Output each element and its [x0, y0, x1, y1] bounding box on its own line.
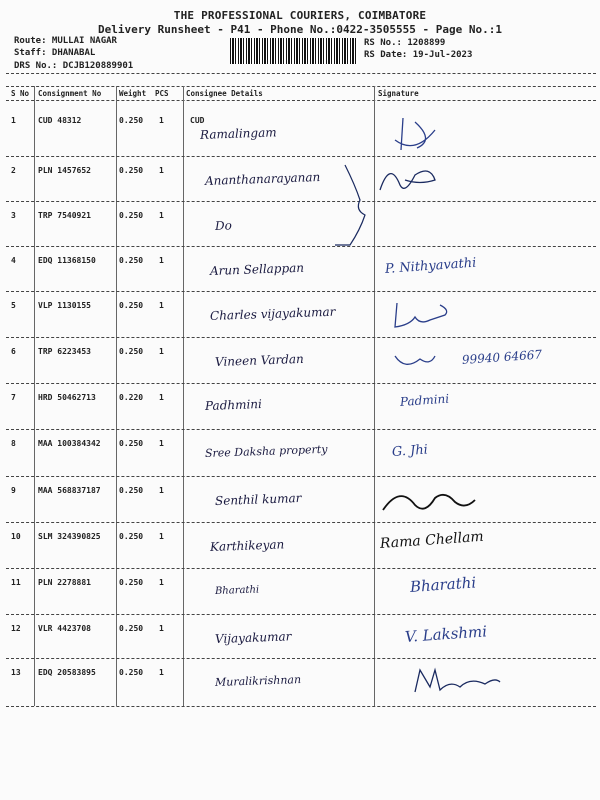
row-consignment: PLN 2278881: [38, 578, 91, 587]
row-pcs: 1: [159, 256, 164, 265]
consignee-name: Bharathi: [214, 584, 260, 597]
row-separator: [6, 614, 596, 615]
table-row: [0, 526, 600, 566]
table-row: [0, 205, 600, 245]
row-sno: 12: [11, 624, 21, 633]
row-consignment: PLN 1457652: [38, 166, 91, 175]
row-separator: [6, 156, 596, 157]
row-consignment: HRD 50462713: [38, 393, 96, 402]
consignee-name: Padhmini: [204, 397, 263, 413]
row-pcs: 1: [159, 301, 164, 310]
row-sno: 8: [11, 439, 16, 448]
separator: [6, 73, 596, 74]
row-weight: 0.250: [119, 301, 144, 310]
row-consignment: TRP 7540921: [38, 211, 91, 220]
consignee-name: Ananthanarayanan: [204, 169, 321, 188]
row-pcs: 1: [159, 166, 164, 175]
table-row: [0, 250, 600, 290]
row-pcs: 1: [159, 211, 164, 220]
row-pcs: 1: [159, 486, 164, 495]
consignee-name: Ramalingam: [199, 125, 277, 142]
header-weight: Weight: [119, 89, 147, 98]
staff-label: Staff: DHANABAL: [14, 48, 96, 58]
row-sno: 13: [11, 668, 21, 677]
row-sno: 9: [11, 486, 16, 495]
header-signature: Signature: [378, 89, 419, 98]
row-consignment: MAA 568837187: [38, 486, 101, 495]
row-sno: 6: [11, 347, 16, 356]
header-sno: S No: [11, 89, 30, 98]
recipient-signature: P. Nithyavathi: [384, 255, 477, 277]
consignee-name: Vijayakumar: [214, 629, 292, 646]
header-consignment: Consignment No: [38, 89, 102, 98]
consignee-name: Senthil kumar: [214, 490, 302, 508]
barcode: [230, 38, 358, 64]
row-consignment: EDQ 20583895: [38, 668, 96, 677]
recipient-signature: Padmini: [399, 391, 450, 409]
row-weight: 0.250: [119, 486, 144, 495]
row-separator: [6, 337, 596, 338]
row-separator: [6, 658, 596, 659]
row-separator: [6, 383, 596, 384]
row-separator: [6, 476, 596, 477]
row-sno: 10: [11, 532, 21, 541]
table-row: [0, 387, 600, 427]
header-consignee: Consignee Details: [186, 89, 263, 98]
row-weight: 0.220: [119, 393, 144, 402]
drs-number: DRS No.: DCJB120889901: [14, 61, 134, 71]
bracket-mark: [330, 160, 380, 250]
row-consignment: TRP 6223453: [38, 347, 91, 356]
row-separator: [6, 568, 596, 569]
recipient-phone: 99940 64667: [461, 347, 543, 367]
row-separator: [6, 201, 596, 202]
row-separator: [6, 706, 596, 707]
row-sno: 3: [11, 211, 16, 220]
table-row: [0, 618, 600, 658]
rs-number: RS No.: 1208899: [364, 38, 446, 48]
table-row: [0, 295, 600, 335]
recipient-signature: Rama Chellam: [379, 528, 485, 552]
row-weight: 0.250: [119, 624, 144, 633]
table-row: [0, 433, 600, 473]
consignee-name: Do: [214, 218, 233, 233]
signature-scribble: [375, 480, 485, 520]
row-weight: 0.250: [119, 211, 144, 220]
row-separator: [6, 522, 596, 523]
table-row: [0, 341, 600, 381]
table-row: [0, 110, 600, 150]
recipient-signature: G. Jhi: [391, 442, 429, 460]
signature-scribble: [375, 295, 465, 335]
row-sno: 4: [11, 256, 16, 265]
rs-date: RS Date: 19-Jul-2023: [364, 50, 473, 60]
header-pcs: PCS: [155, 89, 169, 98]
row-pcs: 1: [159, 578, 164, 587]
row-pcs: 1: [159, 624, 164, 633]
row-sno: 11: [11, 578, 21, 587]
row-pcs: 1: [159, 116, 164, 125]
row-sno: 5: [11, 301, 16, 310]
signature-scribble: [375, 160, 465, 200]
signature-scribble: [375, 341, 455, 381]
separator: [6, 100, 596, 101]
consignee-name: Vineen Vardan: [214, 351, 304, 369]
row-weight: 0.250: [119, 532, 144, 541]
route-label: Route: MULLAI NAGAR: [14, 36, 117, 46]
row-weight: 0.250: [119, 578, 144, 587]
consignee-name: Arun Sellappan: [209, 260, 305, 278]
row-consignment: MAA 100384342: [38, 439, 101, 448]
table-row: [0, 160, 600, 200]
signature-scribble: [375, 662, 505, 702]
recipient-signature: Bharathi: [409, 573, 477, 596]
row-separator: [6, 291, 596, 292]
consignee-name: Sree Daksha property: [204, 442, 328, 460]
consignee-name: Muralikrishnan: [214, 672, 302, 689]
signature-scribble: [375, 110, 455, 155]
row-consignment: SLM 324390825: [38, 532, 101, 541]
table-row: [0, 480, 600, 520]
row-sno: 7: [11, 393, 16, 402]
runsheet-subtitle: Delivery Runsheet - P41 - Phone No.:0422-3505555 - Page No.:1: [98, 23, 502, 36]
row-consignment: EDQ 11368150: [38, 256, 96, 265]
row-sno: 1: [11, 116, 16, 125]
company-title: THE PROFESSIONAL COURIERS, COIMBATORE: [173, 9, 427, 22]
row-weight: 0.250: [119, 256, 144, 265]
row-sno: 2: [11, 166, 16, 175]
recipient-signature: V. Lakshmi: [404, 622, 488, 646]
row-pcs: 1: [159, 393, 164, 402]
row-weight: 0.250: [119, 347, 144, 356]
row-weight: 0.250: [119, 116, 144, 125]
row-detail: CUD: [190, 116, 205, 125]
table-row: [0, 572, 600, 612]
consignee-name: Karthikeyan: [209, 537, 285, 554]
row-weight: 0.250: [119, 166, 144, 175]
row-pcs: 1: [159, 347, 164, 356]
row-pcs: 1: [159, 532, 164, 541]
row-consignment: CUD 48312: [38, 116, 82, 125]
table-row: [0, 662, 600, 702]
row-separator: [6, 246, 596, 247]
row-pcs: 1: [159, 668, 164, 677]
row-consignment: VLR 4423708: [38, 624, 91, 633]
separator: [6, 86, 596, 87]
row-consignment: VLP 1130155: [38, 301, 91, 310]
row-separator: [6, 429, 596, 430]
row-pcs: 1: [159, 439, 164, 448]
consignee-name: Charles vijayakumar: [209, 304, 336, 323]
row-weight: 0.250: [119, 668, 144, 677]
row-weight: 0.250: [119, 439, 144, 448]
